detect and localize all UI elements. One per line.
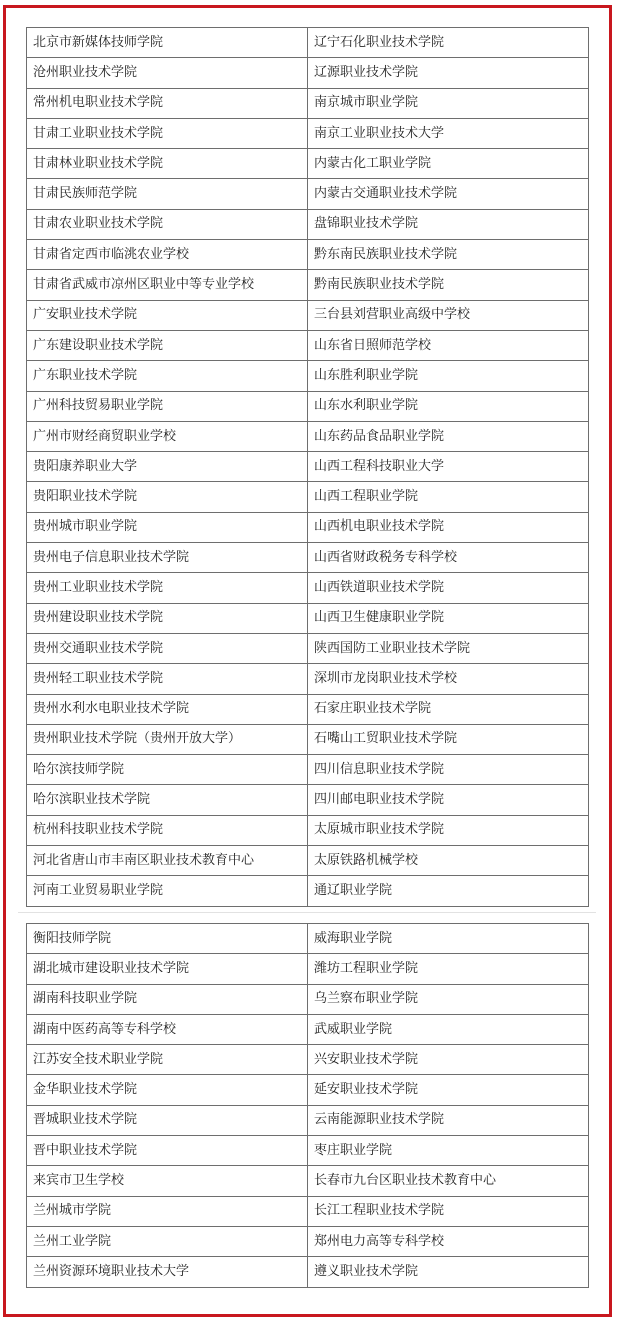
institution-name-left: 甘肃省武威市凉州区职业中等专业学校 bbox=[27, 270, 308, 300]
institution-table-2-body bbox=[27, 924, 589, 1288]
table-row bbox=[27, 543, 589, 573]
table-row bbox=[27, 694, 589, 724]
table-row bbox=[27, 149, 589, 179]
table-row bbox=[27, 330, 589, 360]
institution-name-left: 贵州轻工职业技术学院 bbox=[27, 664, 308, 694]
institution-name-left: 广州科技贸易职业学院 bbox=[27, 391, 308, 421]
table-row bbox=[27, 954, 589, 984]
institution-name-left: 来宾市卫生学校 bbox=[27, 1166, 308, 1196]
institution-name-left: 贵州城市职业学院 bbox=[27, 512, 308, 542]
institution-table-2 bbox=[26, 923, 589, 1288]
institution-name-left: 广东建设职业技术学院 bbox=[27, 330, 308, 360]
table-row bbox=[27, 924, 589, 954]
institution-name-right: 黔南民族职业技术学院 bbox=[308, 270, 589, 300]
institution-name-left: 贵州工业职业技术学院 bbox=[27, 573, 308, 603]
table-row bbox=[27, 28, 589, 58]
institution-name-left: 河北省唐山市丰南区职业技术教育中心 bbox=[27, 846, 308, 876]
institution-name-right: 四川邮电职业技术学院 bbox=[308, 785, 589, 815]
institution-name-left: 湖南科技职业学院 bbox=[27, 984, 308, 1014]
table-row bbox=[27, 1045, 589, 1075]
institution-name-left: 甘肃农业职业技术学院 bbox=[27, 209, 308, 239]
institution-name-left: 广东职业技术学院 bbox=[27, 361, 308, 391]
table-row bbox=[27, 452, 589, 482]
institution-name-right: 郑州电力高等专科学校 bbox=[308, 1226, 589, 1256]
institution-name-right: 潍坊工程职业学院 bbox=[308, 954, 589, 984]
table-row bbox=[27, 58, 589, 88]
institution-name-left: 衡阳技师学院 bbox=[27, 924, 308, 954]
institution-name-left: 兰州城市学院 bbox=[27, 1196, 308, 1226]
table-row bbox=[27, 300, 589, 330]
institution-name-left: 杭州科技职业技术学院 bbox=[27, 815, 308, 845]
institution-name-right: 通辽职业学院 bbox=[308, 876, 589, 906]
institution-name-left: 北京市新媒体技师学院 bbox=[27, 28, 308, 58]
table-row bbox=[27, 664, 589, 694]
institution-name-left: 湖南中医药高等专科学校 bbox=[27, 1014, 308, 1044]
institution-name-left: 湖北城市建设职业技术学院 bbox=[27, 954, 308, 984]
institution-name-right: 威海职业学院 bbox=[308, 924, 589, 954]
institution-name-right: 黔东南民族职业技术学院 bbox=[308, 240, 589, 270]
institution-name-left: 甘肃民族师范学院 bbox=[27, 179, 308, 209]
institution-name-right: 山东省日照师范学校 bbox=[308, 330, 589, 360]
table-row bbox=[27, 1136, 589, 1166]
table-row bbox=[27, 1105, 589, 1135]
institution-name-right: 盘锦职业技术学院 bbox=[308, 209, 589, 239]
table-row bbox=[27, 1166, 589, 1196]
institution-name-left: 常州机电职业技术学院 bbox=[27, 88, 308, 118]
table-row bbox=[27, 573, 589, 603]
institution-name-right: 辽宁石化职业技术学院 bbox=[308, 28, 589, 58]
institution-name-right: 山西卫生健康职业学院 bbox=[308, 603, 589, 633]
institution-name-left: 贵州交通职业技术学院 bbox=[27, 633, 308, 663]
institution-name-right: 兴安职业技术学院 bbox=[308, 1045, 589, 1075]
table-row bbox=[27, 512, 589, 542]
institution-name-left: 广安职业技术学院 bbox=[27, 300, 308, 330]
institution-name-right: 山西工程职业学院 bbox=[308, 482, 589, 512]
table-row bbox=[27, 482, 589, 512]
institution-name-left: 哈尔滨技师学院 bbox=[27, 755, 308, 785]
institution-name-left: 广州市财经商贸职业学校 bbox=[27, 421, 308, 451]
table-row bbox=[27, 984, 589, 1014]
institution-name-right: 延安职业技术学院 bbox=[308, 1075, 589, 1105]
table-row bbox=[27, 421, 589, 451]
institution-name-right: 陕西国防工业职业技术学院 bbox=[308, 633, 589, 663]
table-row bbox=[27, 1257, 589, 1287]
table-row bbox=[27, 603, 589, 633]
institution-name-right: 山东胜利职业学院 bbox=[308, 361, 589, 391]
institution-name-left: 江苏安全技术职业学院 bbox=[27, 1045, 308, 1075]
institution-name-left: 晋中职业技术学院 bbox=[27, 1136, 308, 1166]
institution-name-left: 兰州资源环境职业技术大学 bbox=[27, 1257, 308, 1287]
institution-name-left: 沧州职业技术学院 bbox=[27, 58, 308, 88]
institution-name-right: 乌兰察布职业学院 bbox=[308, 984, 589, 1014]
institution-name-right: 辽源职业技术学院 bbox=[308, 58, 589, 88]
institution-name-right: 山东水利职业学院 bbox=[308, 391, 589, 421]
table-row bbox=[27, 361, 589, 391]
table-row bbox=[27, 270, 589, 300]
institution-name-right: 石嘴山工贸职业技术学院 bbox=[308, 724, 589, 754]
institution-name-right: 枣庄职业学院 bbox=[308, 1136, 589, 1166]
institution-name-left: 甘肃工业职业技术学院 bbox=[27, 118, 308, 148]
institution-name-left: 贵阳康养职业大学 bbox=[27, 452, 308, 482]
institution-name-left: 晋城职业技术学院 bbox=[27, 1105, 308, 1135]
table-row bbox=[27, 209, 589, 239]
table-row bbox=[27, 815, 589, 845]
institution-name-left: 贵阳职业技术学院 bbox=[27, 482, 308, 512]
institution-name-left: 金华职业技术学院 bbox=[27, 1075, 308, 1105]
table-row bbox=[27, 1226, 589, 1256]
institution-name-right: 太原铁路机械学校 bbox=[308, 846, 589, 876]
institution-name-right: 山西铁道职业技术学院 bbox=[308, 573, 589, 603]
institution-table-1 bbox=[26, 27, 589, 907]
table-row bbox=[27, 846, 589, 876]
institution-name-right: 内蒙古交通职业技术学院 bbox=[308, 179, 589, 209]
table-row bbox=[27, 179, 589, 209]
institution-name-right: 山西机电职业技术学院 bbox=[308, 512, 589, 542]
institution-name-right: 长江工程职业技术学院 bbox=[308, 1196, 589, 1226]
institution-name-left: 兰州工业学院 bbox=[27, 1226, 308, 1256]
institution-name-right: 石家庄职业技术学院 bbox=[308, 694, 589, 724]
table-row bbox=[27, 1014, 589, 1044]
table-row bbox=[27, 1196, 589, 1226]
institution-name-right: 四川信息职业技术学院 bbox=[308, 755, 589, 785]
institution-name-left: 贵州电子信息职业技术学院 bbox=[27, 543, 308, 573]
table-row bbox=[27, 118, 589, 148]
institution-name-right: 遵义职业技术学院 bbox=[308, 1257, 589, 1287]
institution-name-right: 内蒙古化工职业学院 bbox=[308, 149, 589, 179]
institution-name-left: 甘肃林业职业技术学院 bbox=[27, 149, 308, 179]
institution-name-right: 山东药品食品职业学院 bbox=[308, 421, 589, 451]
institution-name-left: 贵州水利水电职业技术学院 bbox=[27, 694, 308, 724]
table-row bbox=[27, 240, 589, 270]
table-row bbox=[27, 391, 589, 421]
table-row bbox=[27, 88, 589, 118]
institution-name-left: 贵州建设职业技术学院 bbox=[27, 603, 308, 633]
institution-name-right: 深圳市龙岗职业技术学校 bbox=[308, 664, 589, 694]
institution-name-right: 三台县刘营职业高级中学校 bbox=[308, 300, 589, 330]
institution-name-left: 哈尔滨职业技术学院 bbox=[27, 785, 308, 815]
table-row bbox=[27, 876, 589, 906]
institution-name-right: 长春市九台区职业技术教育中心 bbox=[308, 1166, 589, 1196]
institution-name-right: 南京城市职业学院 bbox=[308, 88, 589, 118]
table-row bbox=[27, 785, 589, 815]
page-break-divider bbox=[18, 912, 596, 913]
institution-name-left: 贵州职业技术学院（贵州开放大学） bbox=[27, 724, 308, 754]
institution-name-right: 南京工业职业技术大学 bbox=[308, 118, 589, 148]
table-row bbox=[27, 633, 589, 663]
institution-name-left: 甘肃省定西市临洮农业学校 bbox=[27, 240, 308, 270]
institution-table-1-body bbox=[27, 28, 589, 907]
institution-name-right: 山西省财政税务专科学校 bbox=[308, 543, 589, 573]
institution-name-right: 太原城市职业技术学院 bbox=[308, 815, 589, 845]
institution-name-right: 山西工程科技职业大学 bbox=[308, 452, 589, 482]
table-row bbox=[27, 1075, 589, 1105]
institution-name-left: 河南工业贸易职业学院 bbox=[27, 876, 308, 906]
table-row bbox=[27, 755, 589, 785]
institution-name-right: 武威职业学院 bbox=[308, 1014, 589, 1044]
institution-name-right: 云南能源职业技术学院 bbox=[308, 1105, 589, 1135]
table-row bbox=[27, 724, 589, 754]
